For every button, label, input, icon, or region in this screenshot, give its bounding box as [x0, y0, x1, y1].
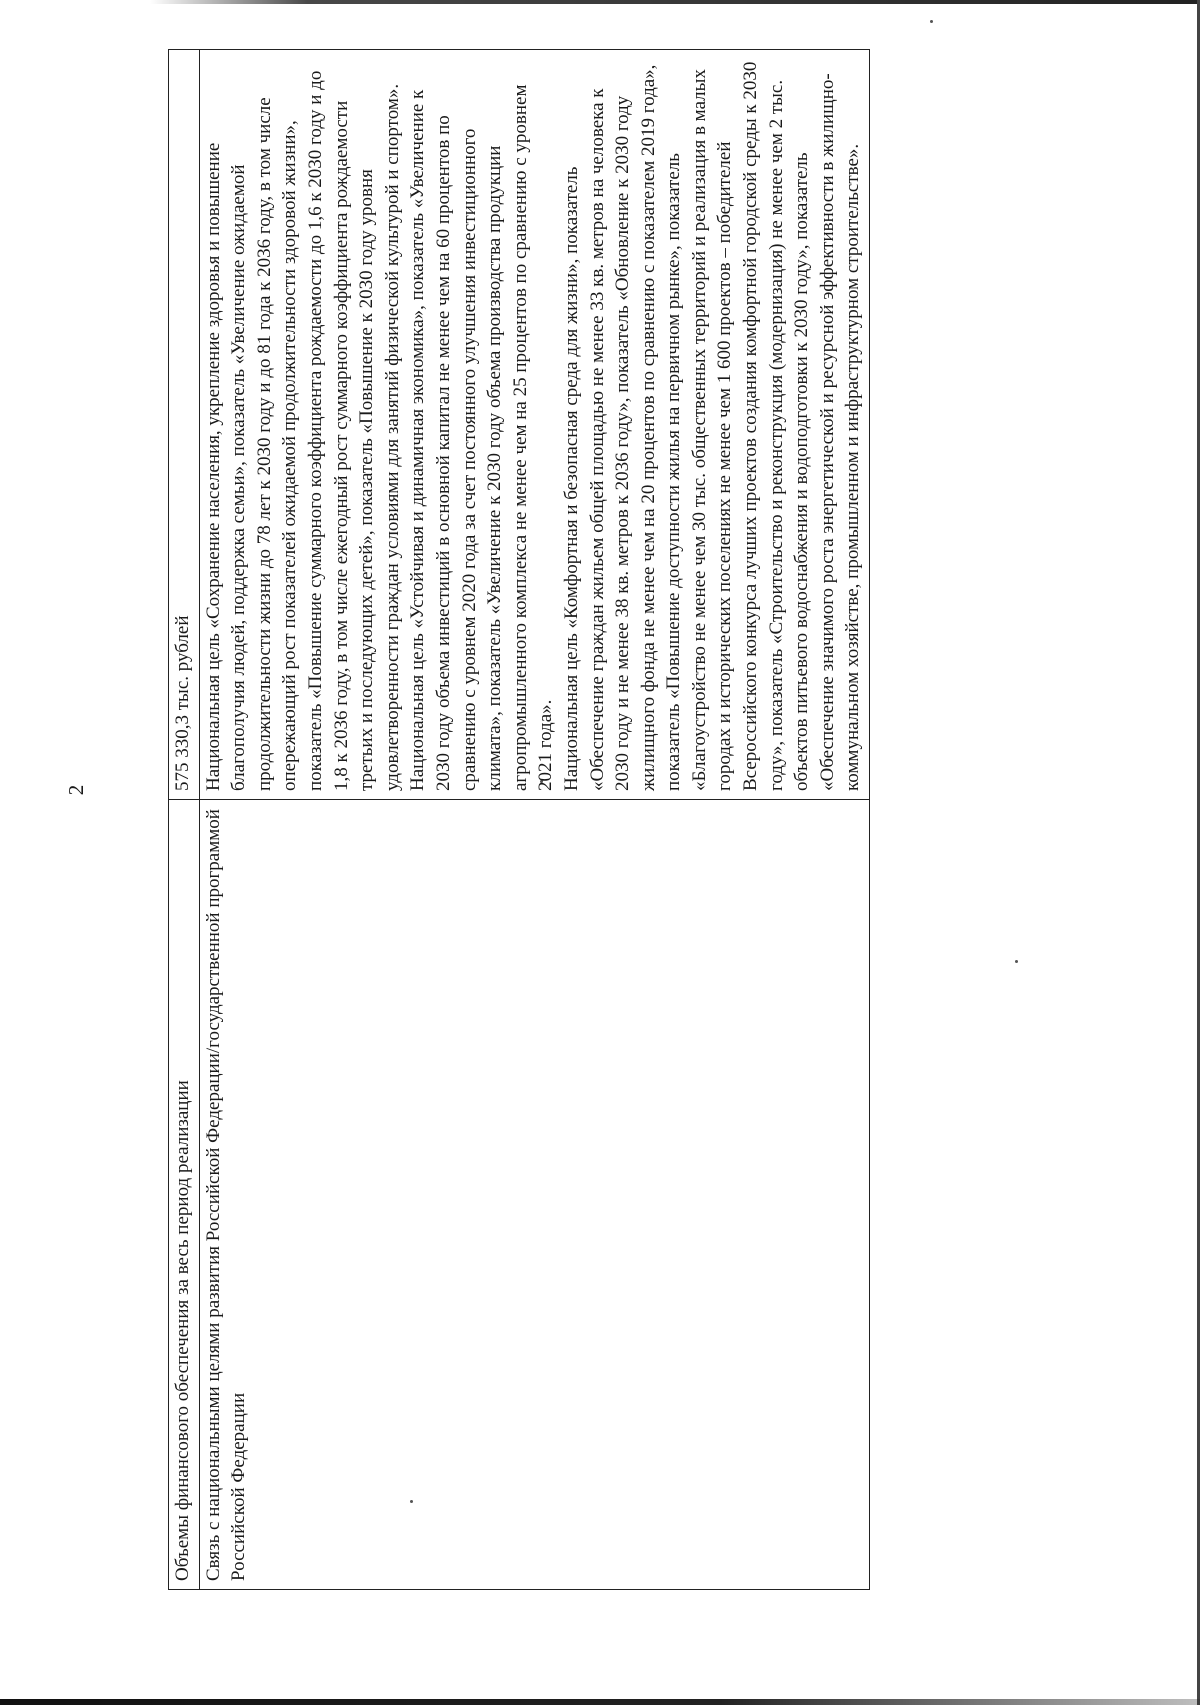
table-cell-value — [169, 50, 200, 800]
table-cell-value — [199, 50, 869, 800]
financing-label: Объемы финансового обеспечения за весь период реализации — [172, 1080, 193, 1581]
national-goals-value: Национальная цель «Сохранение населения, укрепление здоровья и повышение благополучия людей, поддержка семьи», показатель «Увеличение ожидаемой продолжительности жизни до 78 лет к 2030 году и до 81 года к 2036 году, в том числе опережающий рост показателей ожидаемой продолжительности здоровой жизни», показатель «Повышение суммарного коэффициента рождаемости до 1,6 к 2030 году и до 1,8 к 2036 году, в том числе ежегодный рост суммарного коэффициента рождаемости третьих и последующих детей», показатель «Повышение к 2030 году уровня удовлетворенности граждан условиями для занятий физической культурой и спортом». Национальная цель «Устойчивая и динамичная экономика», показатель «Увеличение к 2030 году объема инвестиций в основной капитал не менее чем на 60 процентов по сравнению с уровнем 2020 года за счет постоянного улучшения инвестиционного климата», показатель «Увеличение к 2030 году объема производства продукции агропромышленного комплекса не менее чем на 25 процентов по сравнению с уровнем 2021 года». Национальная цель «Комфортная и безопасная среда для жизни», показатель «Обеспечение граждан жильем общей площадью не менее 33 кв. метров на человека к 2030 году и не менее 38 кв. метров к 2036 году», показатель «Обновление к 2030 году жилищного фонда не менее чем на 20 процентов по сравнению с показателем 2019 года», показатель «Повышение доступности жилья на первичном рынке», показатель «Благоустройство не менее чем 30 тыс. общественных территорий и реализация в малых городах и исторических поселениях не менее чем 1 600 проектов – победителей Всероссийского конкурса лучших проектов создания комфортной городской среды к 2030 году», показатель «Строительство и реконструкция (модернизация) не менее чем 2 тыс. объектов питьевого водоснабжения и водоподготовки к 2030 году», показатель «Обеспечение значимого роста энергетической и ресурсной эффективности в жилищно-коммунальном хозяйстве, промышленном и инфраструктурном строительстве». — [202, 61, 864, 791]
table-row — [199, 50, 869, 1590]
financing-value: 575 330,3 тыс. рублей — [172, 615, 193, 791]
scan-edge-top — [150, 0, 1200, 4]
rotated-document-block — [168, 10, 1200, 1630]
passport-table — [168, 49, 870, 1590]
national-goals-label: Связь с национальными целями развития Российской Федерации/государственной программой Российской Федерации — [202, 804, 250, 1581]
table-cell-label — [199, 800, 869, 1590]
table-row — [169, 50, 200, 1590]
scan-edge-bottom — [0, 1699, 1200, 1705]
table-cell-label — [169, 800, 200, 1590]
page-number: 2 — [64, 784, 88, 796]
